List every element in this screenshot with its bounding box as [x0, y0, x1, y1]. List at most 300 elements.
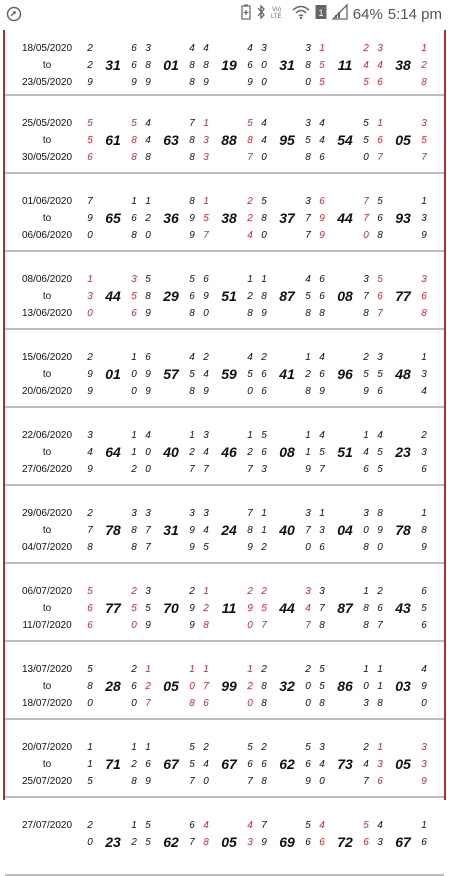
day-cell [259, 817, 317, 868]
panel-digit: 1 [131, 430, 137, 441]
panel-digit: 1 [305, 447, 311, 458]
panel-digit: 4 [145, 118, 151, 129]
panel-digit: 8 [189, 60, 195, 71]
week-row [5, 570, 444, 642]
results-chart-table[interactable] [3, 30, 446, 850]
panel-digit: 4 [377, 430, 383, 441]
panel-digit: 1 [421, 508, 427, 519]
jodi-number: 24 [221, 522, 237, 538]
panel-digit: 5 [247, 369, 253, 380]
week-start-date: 13/07/2020 [21, 664, 73, 675]
day-cell [259, 583, 317, 634]
panel-digit: 1 [377, 664, 383, 675]
panel-digit: 6 [421, 291, 427, 302]
panel-digit: 5 [377, 464, 383, 475]
day-cell [85, 427, 143, 478]
jodi-number: 77 [105, 600, 121, 616]
jodi-number: 71 [105, 756, 121, 772]
day-cell [317, 271, 375, 322]
panel-digit: 8 [421, 525, 427, 536]
panel-digit: 6 [87, 152, 93, 163]
week-row [5, 336, 444, 408]
panel-digit: 6 [377, 291, 383, 302]
panel-digit: 2 [87, 820, 93, 831]
panel-digit: 2 [261, 664, 267, 675]
jodi-number: 59 [221, 366, 237, 382]
day-cell [201, 661, 259, 712]
panel-digit: 1 [261, 274, 267, 285]
panel-digit: 3 [145, 43, 151, 54]
jodi-number: 67 [221, 756, 237, 772]
svg-text:1: 1 [318, 8, 324, 18]
day-cell [317, 661, 375, 712]
panel-digit: 3 [305, 508, 311, 519]
day-cell [375, 115, 433, 166]
panel-digit: 8 [189, 698, 195, 709]
week-end-date: 13/06/2020 [21, 308, 73, 319]
panel-digit: 4 [319, 820, 325, 831]
panel-digit: 1 [145, 742, 151, 753]
panel-digit: 6 [319, 196, 325, 207]
panel-digit: 7 [421, 152, 427, 163]
panel-digit: 5 [131, 118, 137, 129]
panel-digit: 0 [319, 776, 325, 787]
panel-digit: 2 [261, 542, 267, 553]
panel-digit: 2 [305, 664, 311, 675]
panel-digit: 9 [305, 464, 311, 475]
panel-digit: 7 [377, 620, 383, 631]
panel-digit: 1 [261, 525, 267, 536]
panel-digit: 5 [145, 274, 151, 285]
panel-digit: 2 [247, 586, 253, 597]
jodi-number: 46 [221, 444, 237, 460]
panel-digit: 0 [145, 464, 151, 475]
week-row [5, 648, 444, 720]
panel-digit: 2 [203, 352, 209, 363]
panel-digit: 3 [377, 43, 383, 54]
day-cell [375, 505, 433, 556]
panel-digit: 1 [305, 430, 311, 441]
panel-digit: 2 [363, 742, 369, 753]
panel-digit: 3 [421, 274, 427, 285]
panel-digit: 0 [87, 837, 93, 848]
week-end-date [13, 851, 81, 868]
panel-digit: 9 [363, 386, 369, 397]
panel-digit: 8 [363, 603, 369, 614]
panel-digit: 7 [377, 152, 383, 163]
jodi-number: 11 [221, 600, 237, 616]
panel-digit: 5 [261, 430, 267, 441]
day-cell [259, 349, 317, 400]
jodi-number: 78 [395, 522, 411, 538]
panel-digit: 9 [189, 620, 195, 631]
panel-digit: 9 [421, 230, 427, 241]
day-cell [317, 583, 375, 634]
volte-icon [271, 4, 287, 24]
jodi-number: 40 [279, 522, 295, 538]
panel-digit: 3 [203, 152, 209, 163]
panel-digit: 2 [145, 681, 151, 692]
panel-digit: 0 [145, 230, 151, 241]
panel-digit: 3 [131, 274, 137, 285]
panel-digit: 1 [421, 43, 427, 54]
panel-digit: 7 [319, 464, 325, 475]
panel-digit: 4 [261, 135, 267, 146]
panel-digit: 8 [189, 386, 195, 397]
panel-digit: 6 [131, 213, 137, 224]
panel-digit: 6 [261, 369, 267, 380]
jodi-number: 01 [105, 366, 121, 382]
panel-digit: 3 [319, 586, 325, 597]
jodi-number: 31 [105, 57, 121, 73]
panel-digit: 4 [261, 118, 267, 129]
panel-digit: 6 [145, 352, 151, 363]
jodi-number: 93 [395, 210, 411, 226]
panel-digit: 5 [87, 135, 93, 146]
jodi-number: 23 [395, 444, 411, 460]
battery-saver-icon [241, 4, 251, 24]
panel-digit: 0 [247, 386, 253, 397]
panel-digit: 7 [145, 525, 151, 536]
panel-digit: 7 [203, 464, 209, 475]
panel-digit: 6 [319, 542, 325, 553]
panel-digit: 3 [87, 430, 93, 441]
panel-digit: 3 [145, 586, 151, 597]
panel-digit: 2 [247, 291, 253, 302]
panel-digit: 2 [131, 586, 137, 597]
panel-digit: 1 [363, 430, 369, 441]
panel-digit: 0 [363, 230, 369, 241]
panel-digit: 8 [421, 308, 427, 319]
day-cell [201, 739, 259, 790]
panel-digit: 6 [319, 152, 325, 163]
panel-digit: 3 [363, 274, 369, 285]
panel-digit: 6 [247, 759, 253, 770]
week-start-date: 22/06/2020 [21, 430, 73, 441]
panel-digit: 7 [87, 196, 93, 207]
panel-digit: 2 [377, 586, 383, 597]
jodi-number: 11 [337, 57, 353, 73]
panel-digit: 4 [421, 386, 427, 397]
panel-digit: 8 [247, 525, 253, 536]
panel-digit: 6 [261, 447, 267, 458]
day-cell [317, 817, 375, 868]
week-date-range [13, 271, 81, 322]
day-cell [375, 739, 433, 790]
panel-digit: 5 [319, 60, 325, 71]
status-bar [0, 0, 450, 30]
panel-digit: 8 [363, 308, 369, 319]
panel-digit: 8 [363, 542, 369, 553]
panel-digit: 1 [131, 196, 137, 207]
panel-digit: 2 [363, 43, 369, 54]
jodi-number: 64 [105, 444, 121, 460]
panel-digit: 8 [145, 152, 151, 163]
week-start-date: 29/06/2020 [21, 508, 73, 519]
panel-digit: 6 [319, 837, 325, 848]
panel-digit: 9 [319, 213, 325, 224]
panel-digit: 8 [145, 291, 151, 302]
panel-digit: 3 [377, 759, 383, 770]
week-date-range [13, 505, 81, 556]
panel-digit: 2 [261, 586, 267, 597]
jodi-number: 05 [163, 678, 179, 694]
jodi-number: 73 [337, 756, 353, 772]
panel-digit: 7 [203, 230, 209, 241]
panel-digit: 3 [319, 525, 325, 536]
panel-digit: 2 [87, 352, 93, 363]
panel-digit: 5 [421, 603, 427, 614]
panel-digit: 1 [377, 118, 383, 129]
panel-digit: 6 [247, 60, 253, 71]
panel-digit: 5 [145, 820, 151, 831]
day-cell [143, 271, 201, 322]
panel-digit: 7 [189, 464, 195, 475]
week-end-date: 18/07/2020 [21, 698, 73, 709]
panel-digit: 9 [87, 77, 93, 88]
panel-digit: 9 [247, 77, 253, 88]
panel-digit: 7 [305, 620, 311, 631]
panel-digit: 3 [377, 837, 383, 848]
jodi-number: 99 [221, 678, 237, 694]
panel-digit: 1 [421, 820, 427, 831]
week-row [5, 726, 444, 798]
panel-digit: 8 [131, 135, 137, 146]
jodi-number: 96 [337, 366, 353, 382]
panel-digit: 7 [189, 118, 195, 129]
panel-digit: 5 [145, 837, 151, 848]
panel-digit: 2 [247, 447, 253, 458]
panel-digit: 6 [377, 776, 383, 787]
jodi-number: 78 [105, 522, 121, 538]
panel-digit: 9 [203, 291, 209, 302]
panel-digit: 6 [377, 77, 383, 88]
panel-digit: 8 [319, 620, 325, 631]
day-cell [143, 40, 201, 91]
panel-digit: 8 [261, 291, 267, 302]
panel-digit: 1 [131, 742, 137, 753]
panel-digit: 2 [363, 352, 369, 363]
panel-digit: 9 [319, 386, 325, 397]
panel-digit: 6 [261, 386, 267, 397]
day-cell [201, 115, 259, 166]
panel-digit: 8 [305, 386, 311, 397]
jodi-number: 51 [221, 288, 237, 304]
week-to-label: to [42, 369, 52, 380]
day-cell [201, 349, 259, 400]
panel-digit: 3 [203, 430, 209, 441]
panel-digit: 2 [87, 43, 93, 54]
panel-digit: 5 [87, 118, 93, 129]
jodi-number: 29 [163, 288, 179, 304]
panel-digit: 7 [87, 525, 93, 536]
panel-digit: 0 [363, 152, 369, 163]
panel-digit: 9 [305, 776, 311, 787]
day-cell [259, 115, 317, 166]
panel-digit: 7 [261, 620, 267, 631]
day-cell [317, 739, 375, 790]
panel-digit: 7 [305, 213, 311, 224]
panel-digit: 9 [189, 230, 195, 241]
panel-digit: 3 [305, 196, 311, 207]
panel-digit: 4 [189, 352, 195, 363]
panel-digit: 3 [319, 742, 325, 753]
panel-digit: 8 [377, 230, 383, 241]
panel-digit: 3 [131, 508, 137, 519]
panel-digit: 9 [145, 776, 151, 787]
panel-digit: 7 [363, 196, 369, 207]
panel-digit: 3 [363, 508, 369, 519]
panel-digit: 7 [189, 776, 195, 787]
svg-text:Vo): Vo) [271, 7, 281, 13]
panel-digit: 1 [319, 43, 325, 54]
day-cell [259, 271, 317, 322]
panel-digit: 6 [421, 837, 427, 848]
panel-digit: 3 [203, 135, 209, 146]
panel-digit: 5 [319, 447, 325, 458]
panel-digit: 0 [131, 620, 137, 631]
panel-digit: 1 [203, 664, 209, 675]
app-icon [6, 6, 22, 22]
panel-digit: 7 [145, 542, 151, 553]
week-row [5, 804, 444, 876]
panel-digit: 6 [145, 759, 151, 770]
panel-digit: 8 [189, 77, 195, 88]
jodi-number: 23 [105, 834, 121, 850]
panel-digit: 2 [421, 60, 427, 71]
panel-digit: 2 [247, 196, 253, 207]
panel-digit: 7 [363, 213, 369, 224]
day-cell [85, 115, 143, 166]
panel-digit: 0 [131, 698, 137, 709]
panel-digit: 6 [377, 603, 383, 614]
day-cell [375, 817, 433, 868]
day-cell [85, 349, 143, 400]
day-cell [85, 271, 143, 322]
panel-digit: 1 [203, 118, 209, 129]
panel-digit: 9 [131, 77, 137, 88]
day-cell [201, 817, 259, 868]
panel-digit: 3 [363, 698, 369, 709]
panel-digit: 1 [247, 430, 253, 441]
week-end-date: 11/07/2020 [22, 620, 72, 631]
panel-digit: 5 [377, 369, 383, 380]
panel-digit: 6 [87, 620, 93, 631]
panel-digit: 5 [363, 77, 369, 88]
panel-digit: 4 [247, 43, 253, 54]
panel-digit: 2 [189, 447, 195, 458]
panel-digit: 3 [87, 291, 93, 302]
day-cell [201, 583, 259, 634]
panel-digit: 2 [131, 837, 137, 848]
panel-digit: 4 [87, 447, 93, 458]
jodi-number: 51 [337, 444, 353, 460]
panel-digit: 4 [203, 525, 209, 536]
jodi-number: 69 [279, 834, 295, 850]
panel-digit: 8 [131, 542, 137, 553]
week-date-range [13, 817, 81, 868]
panel-digit: 5 [319, 681, 325, 692]
panel-digit: 5 [421, 135, 427, 146]
day-cell [143, 817, 201, 868]
jodi-number: 67 [395, 834, 411, 850]
panel-digit: 0 [87, 230, 93, 241]
day-cell [317, 505, 375, 556]
jodi-number: 05 [395, 756, 411, 772]
week-end-date: 30/05/2020 [21, 152, 73, 163]
day-cell [201, 40, 259, 91]
jodi-number: 61 [105, 132, 121, 148]
panel-digit: 1 [363, 586, 369, 597]
panel-digit: 3 [421, 742, 427, 753]
panel-digit: 6 [131, 43, 137, 54]
panel-digit: 6 [261, 759, 267, 770]
jodi-number: 95 [279, 132, 295, 148]
panel-digit: 7 [261, 820, 267, 831]
jodi-number: 63 [163, 132, 179, 148]
panel-digit: 8 [203, 60, 209, 71]
panel-digit: 5 [247, 742, 253, 753]
panel-digit: 7 [247, 508, 253, 519]
panel-digit: 8 [305, 308, 311, 319]
week-end-date: 06/06/2020 [21, 230, 73, 241]
week-start-date: 06/07/2020 [21, 586, 73, 597]
panel-digit: 8 [261, 698, 267, 709]
panel-digit: 7 [145, 698, 151, 709]
jodi-number: 38 [395, 57, 411, 73]
panel-digit: 5 [377, 447, 383, 458]
panel-digit: 9 [87, 213, 93, 224]
week-end-date: 20/06/2020 [21, 386, 73, 397]
panel-digit: 8 [377, 698, 383, 709]
panel-digit: 0 [421, 698, 427, 709]
panel-digit: 1 [87, 742, 93, 753]
week-date-range [13, 193, 81, 244]
panel-digit: 1 [377, 681, 383, 692]
panel-digit: 6 [203, 698, 209, 709]
jodi-number: 44 [105, 288, 121, 304]
jodi-number: 28 [105, 678, 121, 694]
panel-digit: 3 [189, 508, 195, 519]
jodi-number: 43 [395, 600, 411, 616]
jodi-number: 01 [163, 57, 179, 73]
panel-digit: 1 [87, 274, 93, 285]
panel-digit: 4 [189, 43, 195, 54]
panel-digit: 6 [363, 837, 369, 848]
panel-digit: 2 [131, 464, 137, 475]
panel-digit: 3 [261, 464, 267, 475]
panel-digit: 4 [247, 820, 253, 831]
panel-digit: 8 [189, 135, 195, 146]
panel-digit: 5 [203, 542, 209, 553]
panel-digit: 5 [363, 369, 369, 380]
panel-digit: 1 [247, 274, 253, 285]
panel-digit: 5 [363, 135, 369, 146]
panel-digit: 0 [261, 230, 267, 241]
week-to-label [13, 834, 81, 851]
day-cell [85, 583, 143, 634]
panel-digit: 4 [203, 43, 209, 54]
panel-digit: 3 [421, 213, 427, 224]
day-cell [259, 427, 317, 478]
panel-digit: 4 [363, 60, 369, 71]
panel-digit: 6 [319, 369, 325, 380]
panel-digit: 5 [261, 603, 267, 614]
week-to-label: to [42, 291, 52, 302]
panel-digit: 2 [421, 430, 427, 441]
panel-digit: 8 [131, 230, 137, 241]
day-cell [143, 349, 201, 400]
